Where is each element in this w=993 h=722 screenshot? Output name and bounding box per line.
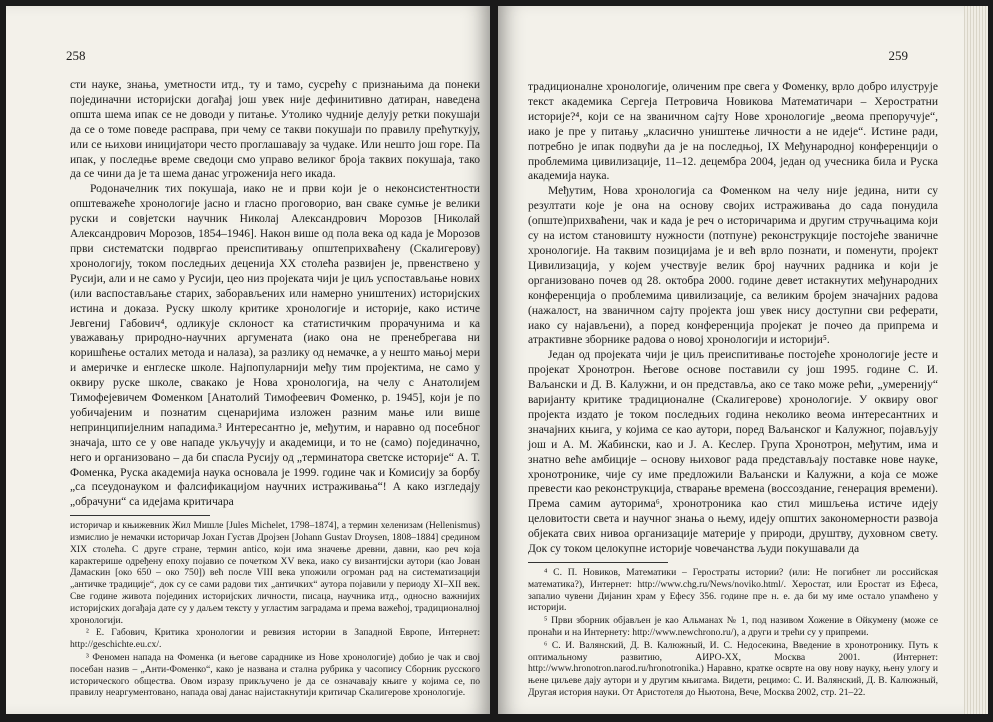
left-page: [6, 6, 490, 714]
page-number: 259: [888, 48, 908, 63]
right-body-text: [528, 80, 938, 700]
footnote: ⁵ Први зборник објављен је као Альманах № 1, под називом Хожение в Ойкумену (може се пронаћи и на Интернету: http://www.newchrono.ru/), а други и трећи су у припреми.: [528, 615, 938, 638]
footnote: ⁴ С. П. Новиков, Математики – Герострaты истории? (или: Не погибнет ли российская математика?), Интернет: http://www.chg.ru/News/noviko.html/. Херостат, или Еростат из Ефеса, запалио чувени Дијанин храм у Ефесу 356. године пре н. е. да би му име остало упамћено у историји.: [528, 567, 938, 614]
right-page: [498, 6, 964, 714]
paragraph: Родоначелник тих покушаја, иако не и први који је о неконсистентности општеважеће хронологије јасно и гласно проговорио, ван сваке сумње је велики руски и совјетски научник Николај Александрович Морозов [Николай Александрович Морозов, 1854–1946]. Након више од пола века од када је Морозов први систематски подвргао преиспитивању општеприхваћену (Скалигерову) хронологију, током последњих деценија XX столећа развијен је, првенствено у Русији, али и не само у Русији, цео низ пројеката чији је циљ успостављање нових (или васпостављање старих, заборављених или намерно уништених) историјских истина и доказа. Руску школу критике хронологије и историје, како истиче Јевгениј Габович⁴, одликује склоност ка статистичким прорачунима и ка уважавању природно-научних аргумената (иако она не пренебрегава ни коришћење осталих метода и налаза), за разлику од немачке, а у нешто мањој мери и америчке и енглеске школе. Најпопуларнији међу тим пројектима, не само у оквиру руске школе, свакако је Нова хронологија, на челу с Анатолијем Тимофејевичем Фоменком [Анатолий Тимофеевич Фоменко, р. 1945], који је по уобичајеним и познатим сценаријима изложен разним мање или више непринципијелним нападима.³ Интересантно је, међутим, и наравно од посебног значаја, што се у ове нападе укључују и академици, и то не (само) појединачно, него и организовано – да би спасла Русију од „терминатора светске историје“ А. Т. Фоменка, Руска академија наука основала је 1999. године чак и Комисију за борбу „са псеудонауком и фалсификацијом научних истраживања“! А како изгледају „обрачуни“ са идејама критичара: [70, 183, 480, 509]
paragraph: сти науке, знања, уметности итд., ту и тамо, сусрећу с признањима да понеки појединачни историјски догађај још увек није дефинитивно датиран, наведена општа шема ипак се не доводи у питање. Утолико чудније делују ретки покушаји да се о томе поведе расправа, при чему се такви покушаји по правилу прећуткују, или се њихови иницијатори често проглашавају за чудаке. Или нешто још горе. Па ипак, у последње време сведоци смо управо великог броја таквих покушаја, тако да се чини да је та шема данас угроженија него икада.: [70, 79, 480, 181]
footnote-divider: [70, 515, 210, 516]
footnotes: [528, 567, 938, 699]
paragraph: традиционалне хронологије, оличеним пре свега у Фоменку, врло добро илуструје текст академика Сергеја Петровича Новикова Математичари – Херостратни историје?⁴, који се на званичном сајту Нове хронологије „веома препоручује“, иако је пре у питању „класично уништење личности а не идеје“. Истине ради, потребно је ипак подвући да је на последњој, IX Међународној конференцији о проблемима цивилизације, 11–12. децембра 2004, један од учесника била и Руска академија наука.: [528, 81, 938, 183]
footnotes: [70, 520, 480, 699]
footnote: ⁶ С. И. Валянский, Д. В. Калюжный, И. С. Недосекина, Введение в хронотронику. Путь к оптимальному развитию, АИРО-XX, Москва 2001. (Интернет: http://www.hronotron.narod.ru/hronotronika.) Наравно, кратке осврте на ову нову науку, њену улогу и њене циљеве дају аутори и у другим књигама. Видети, рецимо: С. И. Валянский, Д. В. Калюжный, Другая история науки. От Аристотеля до Ньютона, Вече, Москва 2002, стр. 21–22.: [528, 639, 938, 698]
left-body-text: [70, 78, 480, 700]
footnote: ³ Феномен напада на Фоменка (и његове сараднике из Нове хронологије) добио је чак и свој посебан назив – „Анти-Фоменко“, како је названа и стална рубрика у часопису Сборник русского исторического общества. Овом изразу прикључено је да се означавају књиге у којима се, по правилу неаргументовано, напада оваj данас најистакнутији критичар Скалигерове хронологије.: [70, 652, 480, 699]
page-number: 258: [66, 48, 86, 63]
book-page-edges: [964, 6, 988, 714]
footnote: ² Е. Габович, Критика хронологии и ревизия истории в Западной Европе, Интернет: http://geschichte.eu.cx/.: [70, 627, 480, 651]
footnote-divider: [528, 562, 668, 563]
paragraph: Један од пројеката чији је циљ преиспитивање постојеће хронологије јесте и пројекат Хронотрон. Његове основе поставили су још 1995. године С. И. Ваљански и Д. В. Калужни, и он представља, ако се тако може рећи, „умеренију“ варијанту критике традиционалне (Скалигерове) хронологије. У оквиру овог пројекта издато је током последњих година неколико веома интересантних и значајних књига, у којима се као аутори, поред Ваљанског и Калужног, појављују још и А. М. Жабински, као и Ј. А. Кеслер. Група Хронотрон, међутим, има и знатно веће амбиције – основу њиховог рада представљају поставке нове науке, хронотронике, чије су име предложили Ваљански и Калужни, а која се може превести као реконструкција, стварање времена (воссоздание, генерация времени). Према самим ауторима⁶, хронотроника као стил мишљења истиче идеју целовитости света и научног знања о њему, идеју општих закономерности развоја објеката свих нивоа организације материје у природи, друштву, духовном свету. Док су током целокупне историје човечанства људи покушавали да: [528, 349, 938, 556]
footnote: историчар и књижевник Жил Мишле [Jules Michelet, 1798–1874], а термин хеленизам (Hellenismus) измислио је немачки историчар Јохан Густав Дројзен [Johann Gustav Droysen, 1808–1884] средином XIX столећа. С друге стране, термин antico, који има значење древни, давни, као реч која карактерише одређену епоху појавио се почетком XV века, иако су византијски аутори (као Јован Дамаскин [око 650 – око 750]) већ после VIII века упожили огроман рад на систематизацији „античке традиције“, док су се сами радови тих „античких“ аутора појавили у периоду XI–XII век. Све године живота појединих историјских личности, писаца, научника итд., односно важнијих историјских догађаја дате су у даљем тексту у угластим заградама и према важећој, традиционалној хронологији.: [70, 520, 480, 626]
paragraph: Међутим, Нова хронологија са Фоменком на челу није једина, нити су резултати које је она на основу својих истраживања до сада понудила (опште)прихваћени, чак и када је реч о историчарима и другим стручњацима који су на истом становишту нужности (потпуне) реконструкције постојеће званичне хронологије. На таквим позицијама је и већ врло познати, и поменути, пројект Цивилизација, у којем учествује велик број научних радника и који је организовано почев од 28. октобра 2000. године девет истакнутих међународних конференција о проблемима цивилизације, са великим бројем значајних радова (нажалост, на званичном сајту пројекта још увек нису доступни сви реферати, иако су најављени), а поред конференција пројекат је почео да припрема и атрактивне зборнике радова о новој хронологији и историји⁵.: [528, 185, 938, 347]
